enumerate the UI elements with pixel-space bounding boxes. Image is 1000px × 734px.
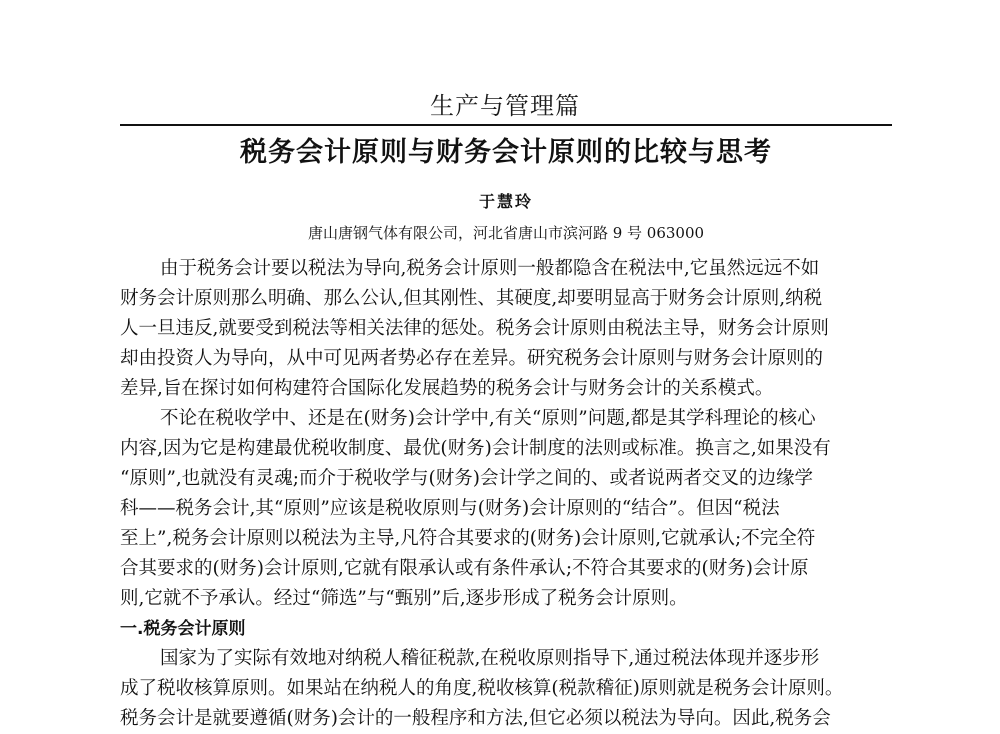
- author-name: 于慧玲: [478, 192, 533, 211]
- body-line: 由于税务会计要以税法为导向,税务会计原则一般都隐含在税法中,它虽然远远不如: [160, 258, 820, 279]
- body-line: 内容,因为它是构建最优税收制度、最优(财务)会计制度的法则或标准。换言之,如果没有: [120, 438, 831, 459]
- body-line: 国家为了实际有效地对纳税人稽征税款,在税收原则指导下,通过税法体现并逐步形: [160, 648, 820, 669]
- section-header: 生产与管理篇: [430, 92, 580, 120]
- section-heading: 一.税务会计原则: [120, 619, 246, 639]
- body-line: 差异,旨在探讨如何构建符合国际化发展趋势的税务会计与财务会计的关系模式。: [120, 378, 774, 399]
- body-line: 却由投资人为导向，从中可见两者势必存在差异。研究税务会计原则与财务会计原则的: [120, 348, 824, 369]
- body-line: 成了税收核算原则。如果站在纳税人的角度,税收核算(税款稽征)原则就是税务会计原则。: [120, 678, 844, 699]
- body-line: 不论在税收学中、还是在(财务)会计学中,有关“原则”问题,都是其学科理论的核心: [160, 408, 816, 429]
- body-line: 人一旦违反,就要受到税法等相关法律的惩处。税务会计原则由税法主导，财务会计原则: [120, 318, 829, 339]
- header-rule: [120, 124, 892, 126]
- article-title: 税务会计原则与财务会计原则的比较与思考: [240, 137, 772, 168]
- body-line: 合其要求的(财务)会计原则,它就有限承认或有条件承认;不符合其要求的(财务)会计原: [120, 558, 809, 579]
- body-line: 财务会计原则那么明确、那么公认,但其刚性、其硬度,却要明显高于财务会计原则,纳税: [120, 288, 823, 309]
- body-line: “原则”,也就没有灵魂;而介于税收学与(财务)会计学之间的、或者说两者交叉的边缘学: [120, 468, 813, 489]
- body-line: 则,它就不予承认。经过“筛选”与“甄别”后,逐步形成了税务会计原则。: [120, 588, 688, 609]
- article-body: [120, 254, 892, 734]
- body-line: 科——税务会计,其“原则”应该是税收原则与(财务)会计原则的“结合”。但因“税法: [120, 498, 780, 519]
- body-line: 至上”,税务会计原则以税法为主导,凡符合其要求的(财务)会计原则,它就承认;不完全符: [120, 528, 816, 549]
- body-line: 税务会计是就要遵循(财务)会计的一般程序和方法,但它必须以税法为导向。因此,税务会: [120, 708, 831, 729]
- author-affiliation: 唐山唐钢气体有限公司，河北省唐山市滨河路 9 号 063000: [307, 224, 705, 242]
